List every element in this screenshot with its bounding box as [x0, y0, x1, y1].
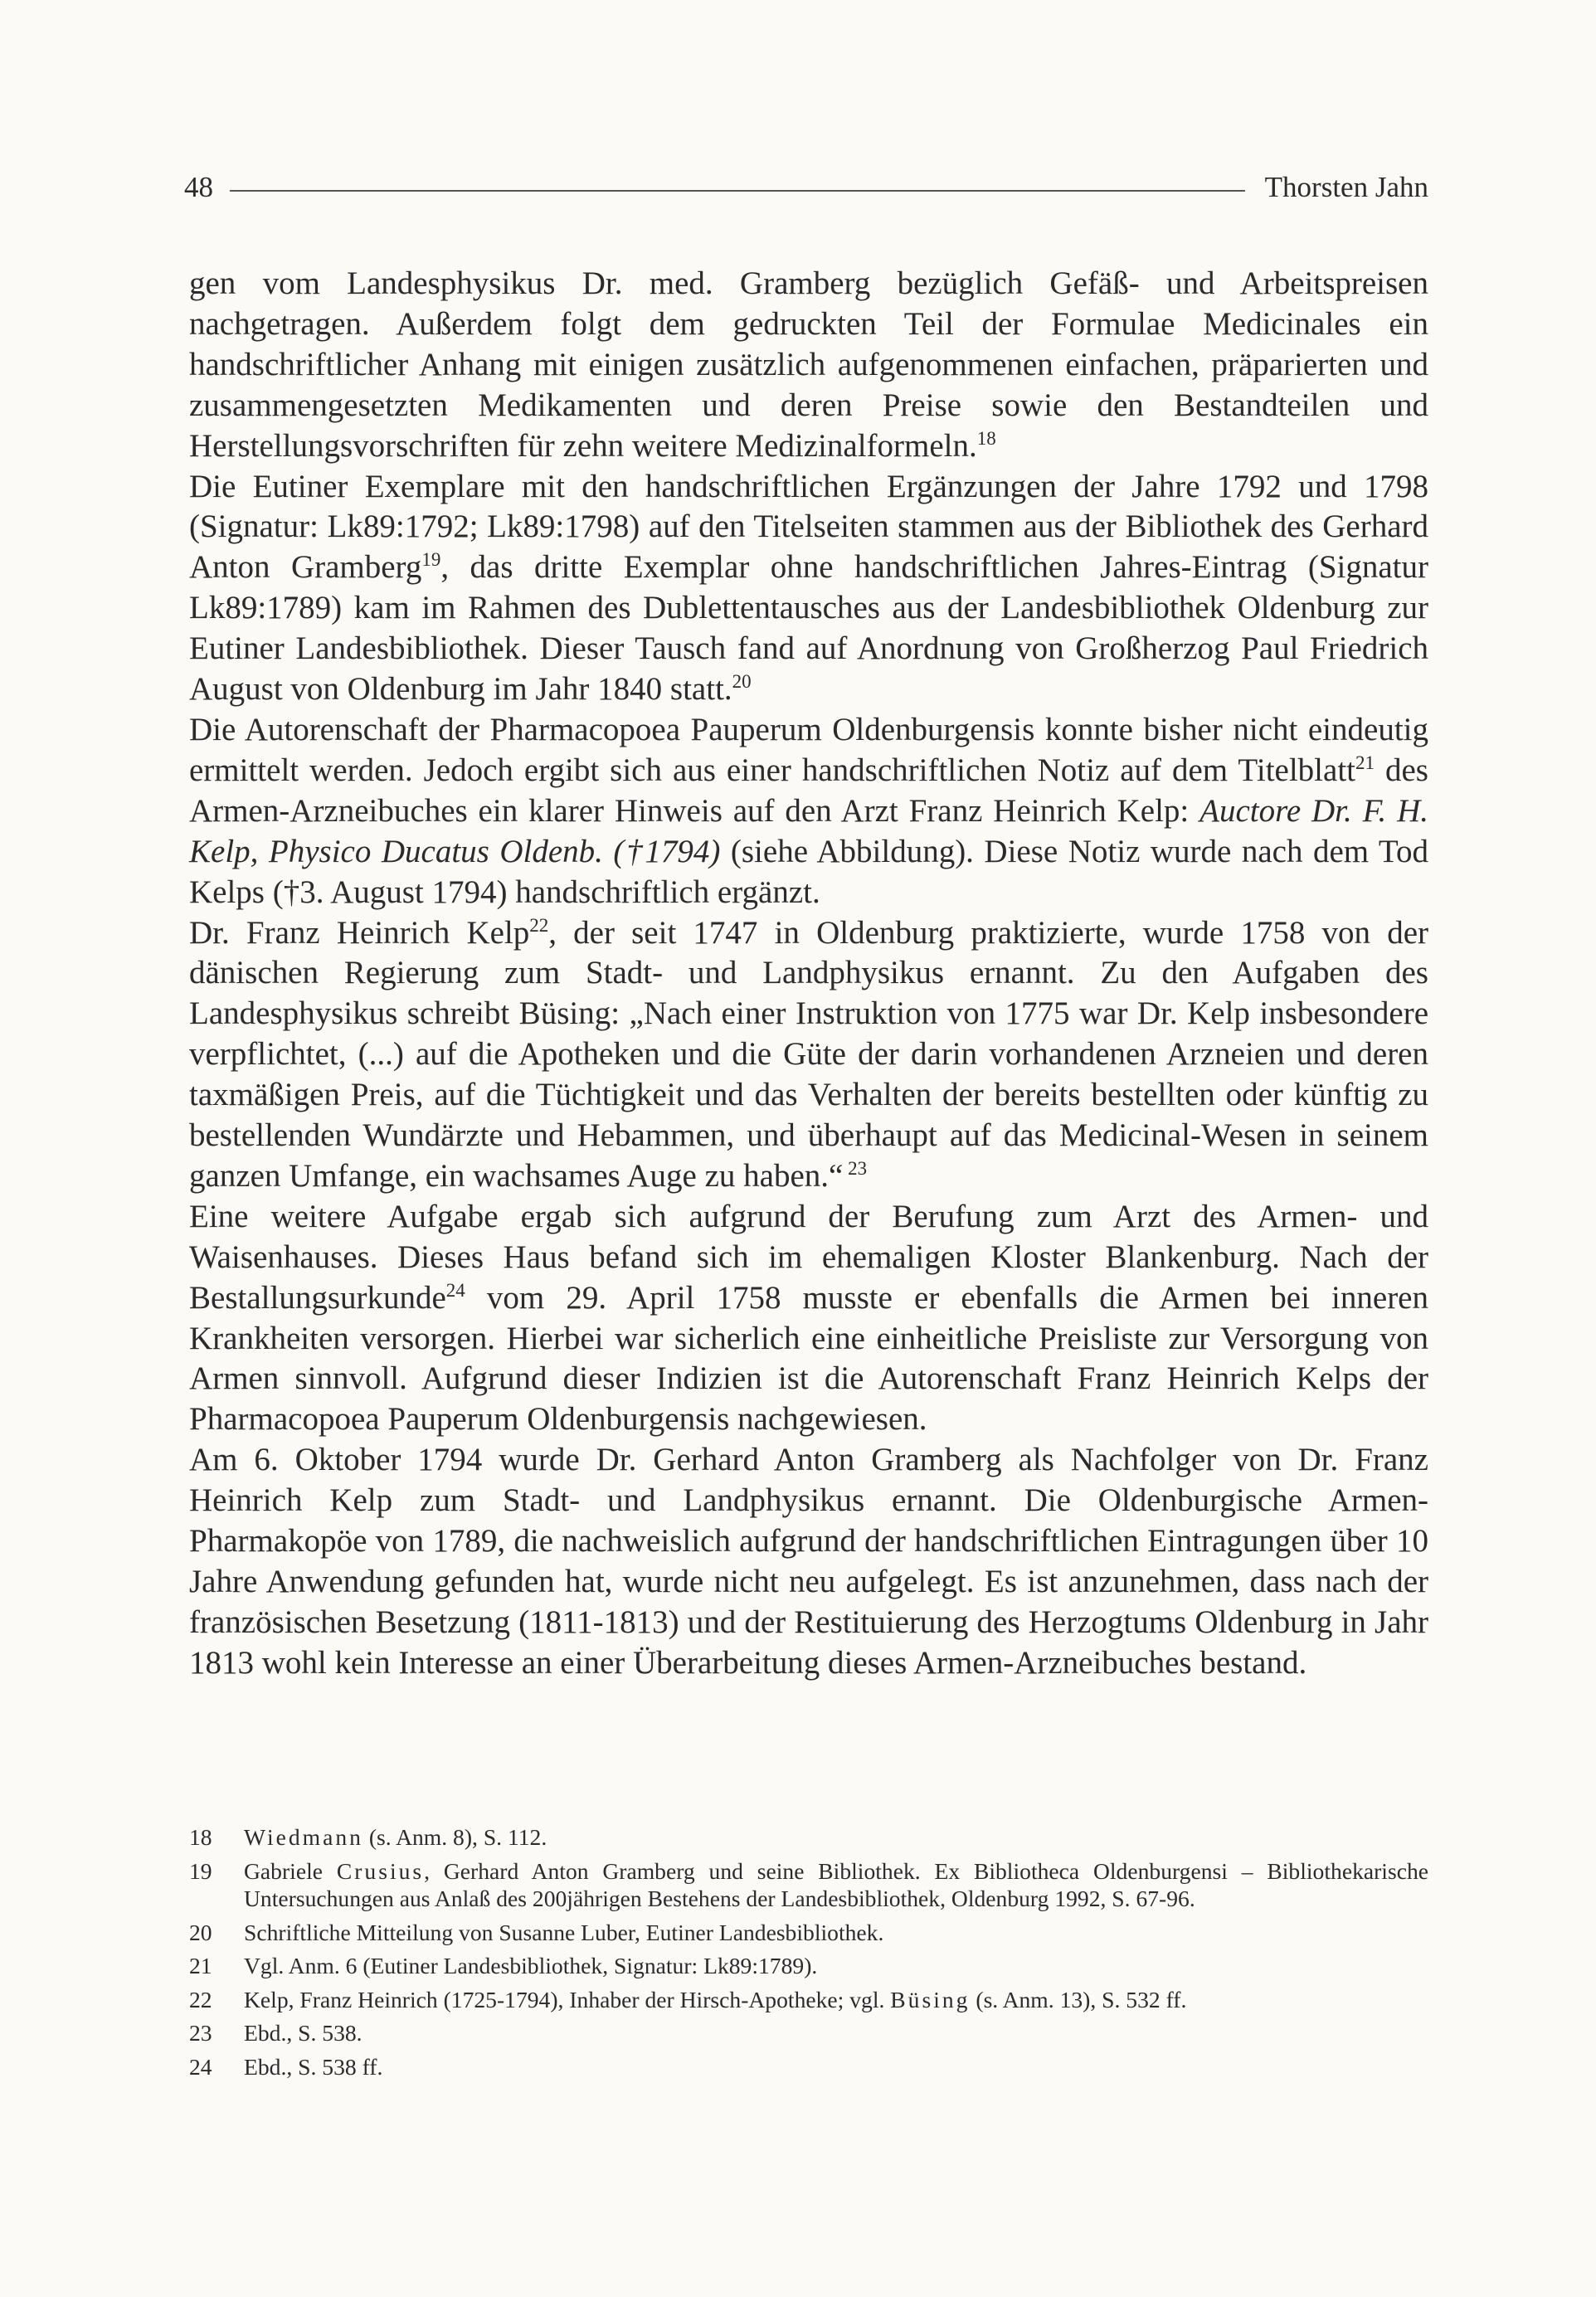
- text-run: Die Eutiner Exemplare mit den handschriftlichen Ergänzungen der Jahre 1792 und 1798 (Signatur: Lk89:1792; Lk89:1798) auf den Titelseiten stammen aus der Bibliothek des Gerhard Anton Gramberg: [189, 468, 1428, 586]
- text-run: Die Autorenschaft der Pharmacopoea Pauperum Oldenburgensis konnte bisher nicht eindeutig ermittelt werden. Jedoch ergibt sich aus einer handschriftlichen Notiz auf dem Titelblatt: [189, 711, 1428, 788]
- paragraph-6: [189, 1440, 1428, 1683]
- main-text: [189, 264, 1428, 1684]
- footnotes: [189, 1823, 1428, 2086]
- footnote-ref: 23: [843, 1157, 868, 1179]
- footnote-number: 20: [189, 1919, 212, 1945]
- italic-citation: Auctore Dr. F. H. Kelp, Physico Ducatus Oldenb. (†1794): [189, 792, 1428, 869]
- footnote-number: 23: [189, 2020, 212, 2046]
- paragraph-1: [189, 264, 1428, 467]
- text-run: , das dritte Exemplar ohne handschriftlichen Jahres-Eintrag (Signatur Lk89:1789) kam im Rahmen des Dublettentausches aus der Landesbibliothek Oldenburg zur Eutiner Landesbibliothek. Dieser Tausch fand auf Anordnung von Großherzog Paul Friedrich August von Oldenburg im Jahr 1840 statt.: [189, 549, 1429, 708]
- footnote-number: 24: [189, 2053, 212, 2080]
- header-rule: [230, 190, 1245, 192]
- text-run: (siehe Abbildung). Diese Notiz wurde nach dem Tod Kelps (†3. August 1794) handschriftlich ergänzt.: [189, 833, 1428, 910]
- footnote-text: Wiedmann (s. Anm. 8), S. 112.: [244, 1824, 547, 1850]
- running-head-author: Thorsten Jahn: [1264, 171, 1428, 203]
- footnote-ref: 20: [732, 671, 752, 693]
- footnote-number: 19: [189, 1857, 212, 1884]
- text-run: vom 29. April 1758 musste er ebenfalls die Armen bei inneren Krankheiten versorgen. Hierbei war sicherlich eine einheitliche Preisliste zur Versorgung von Armen sinnvoll. Aufgrund dieser Indizien ist die Autorenschaft Franz Heinrich Kelps der Pharmacopoea Pauperum Oldenburgensis nachgewiesen.: [189, 1279, 1428, 1438]
- footnote: [189, 1919, 1428, 1947]
- paragraph-2: [189, 467, 1428, 710]
- footnote-ref: 18: [976, 427, 996, 449]
- footnote: [189, 1857, 1428, 1913]
- running-header: [184, 166, 1428, 209]
- footnote-number: 18: [189, 1824, 212, 1850]
- text-run: Am 6. Oktober 1794 wurde Dr. Gerhard Anton Gramberg als Nachfolger von Dr. Franz Heinrich Kelp zum Stadt- und Landphysikus ernannt. Die Oldenburgische Armen-Pharmakopöe von 1789, die nachweislich aufgrund der handschriftlichen Eintragungen über 10 Jahre Anwendung gefunden hat, wurde nicht neu aufgelegt. Es ist anzunehmen, dass nach der französischen Besetzung (1811-1813) und der Restituierung des Herzogtums Oldenburg in Jahr 1813 wohl kein Interesse an einer Überarbeitung dieses Armen-Arzneibuches bestand.: [189, 1442, 1428, 1681]
- footnote-text: Vgl. Anm. 6 (Eutiner Landesbibliothek, Signatur: Lk89:1789).: [244, 1953, 818, 1978]
- footnote: [189, 2019, 1428, 2047]
- footnote: [189, 1823, 1428, 1852]
- text-run: gen vom Landesphysikus Dr. med. Gramberg bezüglich Gefäß- und Arbeitspreisen nachgetragen. Außerdem folgt dem gedruckten Teil der Formulae Medicinales ein handschriftlicher Anhang mit einigen zusätzlich aufgenommenen einfachen, präparierten und zusammengesetzten Medikamenten und deren Preise sowie den Bestandteilen und Herstellungsvorschriften für zehn weitere Medizinalformeln.: [189, 265, 1428, 464]
- text-run: Dr. Franz Heinrich Kelp: [189, 914, 530, 951]
- paragraph-4: [189, 913, 1428, 1197]
- footnote-ref: 21: [1355, 752, 1375, 773]
- text-run: Eine weitere Aufgabe ergab sich aufgrund der Berufung zum Arzt des Armen- und Waisenhauses. Dieses Haus befand sich im ehemaligen Kloster Blankenburg. Nach der Bestallungsurkunde: [189, 1198, 1428, 1316]
- paragraph-5: [189, 1197, 1428, 1440]
- footnote-number: 21: [189, 1953, 212, 1978]
- footnote-ref: 24: [445, 1279, 465, 1301]
- footnote: [189, 1986, 1428, 2014]
- text-run: des Armen-Arzneibuches ein klarer Hinweis auf den Arzt Franz Heinrich Kelp:: [189, 752, 1428, 829]
- footnote-ref: 22: [529, 914, 549, 936]
- footnote-ref: 19: [421, 549, 441, 571]
- footnote: [189, 1952, 1428, 1980]
- footnote-text: Gabriele Crusius, Gerhard Anton Gramberg und seine Bibliothek. Ex Bibliotheca Oldenburgensi – Bibliothekarische Untersuchungen aus Anlaß des 200jährigen Bestehens der Landesbibliothek, Oldenburg 1992, S. 67-96.: [244, 1857, 1428, 1911]
- paragraph-3: [189, 710, 1428, 913]
- footnote-text: Kelp, Franz Heinrich (1725-1794), Inhaber der Hirsch-Apotheke; vgl. Büsing (s. Anm. 13), S. 532 ff.: [244, 1986, 1187, 2012]
- footnote: [189, 2053, 1428, 2081]
- footnote-text: Ebd., S. 538.: [244, 2020, 363, 2046]
- footnote-text: Schriftliche Mitteilung von Susanne Luber, Eutiner Landesbibliothek.: [244, 1919, 884, 1945]
- footnote-number: 22: [189, 1986, 212, 2012]
- text-run: , der seit 1747 in Oldenburg praktizierte, wurde 1758 von der dänischen Regierung zum Stadt- und Landphysikus ernannt. Zu den Aufgaben des Landesphysikus schreibt Büsing: „Nach einer Instruktion von 1775 war Dr. Kelp insbesondere verpflichtet, (...) auf die Apotheken und die Güte der darin vorhandenen Arzneien und deren taxmäßigen Preis, auf die Tüchtigkeit und das Verhalten der bereits bestellten oder künftig zu bestellenden Wundärzte und Hebammen, und überhaupt auf das Medicinal-Wesen in seinem ganzen Umfange, ein wachsames Auge zu haben.“: [189, 914, 1428, 1194]
- footnote-text: Ebd., S. 538 ff.: [244, 2053, 383, 2080]
- page-number: 48: [184, 171, 213, 203]
